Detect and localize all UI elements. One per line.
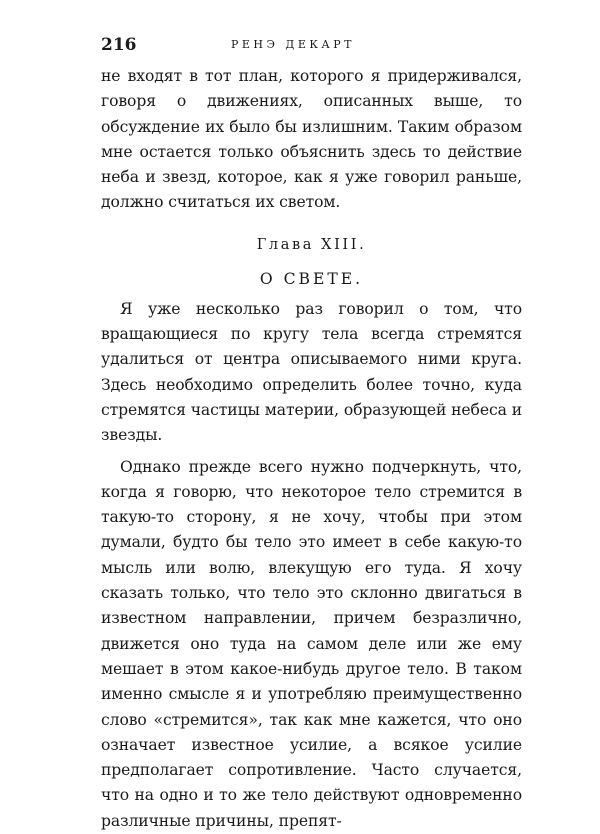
page-header <box>101 34 522 64</box>
paragraph-rotation: Я уже несколько раз говорил о том, что вращающиеся по кругу тела всегда стремятся удалиться от центра описываемого ними круга. Здесь необходимо определить более точно, куда стремятся частицы материи, образующей небеса и звезды. <box>101 299 522 445</box>
page-number: 216 <box>101 35 137 55</box>
paragraph-tendency: Однако прежде всего нужно подчеркнуть, что, когда я говорю, что некоторое тело стремится в такую-то сторону, я не хочу, чтобы при этом думали, будто бы тело это имеет в себе какую-то мысль или волю, влекущую его туда. Я хочу сказать только, что тело это склонно двигаться в известном направлении, причем безразлично, движется оно туда на самом деле или же ему мешает в этом какое-нибудь другое тело. В таком именно смысле я и употребляю преимущественно слово «стремится», так как мне кажется, что оно означает известное усилие, а всякое усилие предполагает сопротивление. Часто случается, что на одно и то же тело действуют одновременно различные причины, препят- <box>101 457 522 830</box>
paragraph-continuation: не входят в тот план, которого я придерживался, говоря о движениях, описанных выше, то обсуждение их было бы излишним. Таким образом мне остается только объяснить здесь то действие неба и звезд, которое, как я уже говорил раньше, должно считаться их светом. <box>101 67 522 212</box>
running-title: РЕНЭ ДЕКАРТ <box>231 38 355 51</box>
book-page <box>101 34 522 834</box>
chapter-title: О СВЕТЕ. <box>259 269 364 288</box>
chapter-label: Глава XIII. <box>256 236 367 253</box>
